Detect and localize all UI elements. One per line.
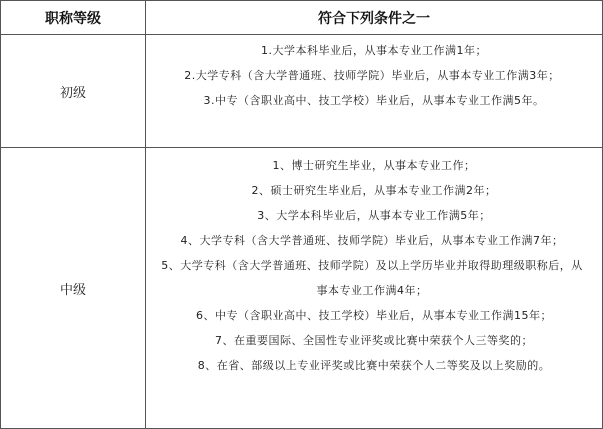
header-title-conditions: 符合下列条件之一 (146, 1, 603, 35)
condition-item: 1.大学本科毕业后，从事本专业工作满1年； (261, 44, 487, 57)
condition-item: 4、大学专科（含大学普通班、技师学院）毕业后，从事本专业工作满7年； (180, 234, 564, 247)
header-title-level: 职称等级 (1, 1, 146, 35)
condition-item: 2.大学专科（含大学普通班、技师学院）毕业后，从事本专业工作满3年； (184, 69, 560, 82)
table-row-intermediate (1, 148, 603, 429)
condition-item: 1、博士研究生毕业，从事本专业工作； (272, 159, 476, 172)
conditions-cell-junior (146, 35, 603, 148)
condition-item: 6、中专（含职业高中、技工学校）毕业后，从事本专业工作满15年； (196, 309, 552, 322)
condition-item: 3.中专（含职业高中、技工学校）毕业后，从事本专业工作满5年。 (203, 94, 545, 107)
conditions-cell-intermediate (146, 148, 603, 429)
condition-item: 3、大学本科毕业后，从事本专业工作满5年； (257, 209, 491, 222)
condition-item: 2、硕士研究生毕业后，从事本专业工作满2年； (251, 184, 497, 197)
level-label-intermediate: 中级 (1, 148, 146, 429)
condition-item: 7、在重要国际、全国性专业评奖或比赛中荣获个人三等奖的； (215, 334, 533, 347)
condition-item: 8、在省、部级以上专业评奖或比赛中荣获个人二等奖及以上奖励的。 (197, 359, 551, 372)
table-row-junior (1, 35, 603, 148)
level-label-junior: 初级 (1, 35, 146, 148)
condition-item: 5、大学专科（含大学普通班、技师学院）及以上学历毕业并取得助理级职称后，从事本专业工作满4年； (161, 259, 583, 297)
table-header-row (1, 1, 603, 35)
